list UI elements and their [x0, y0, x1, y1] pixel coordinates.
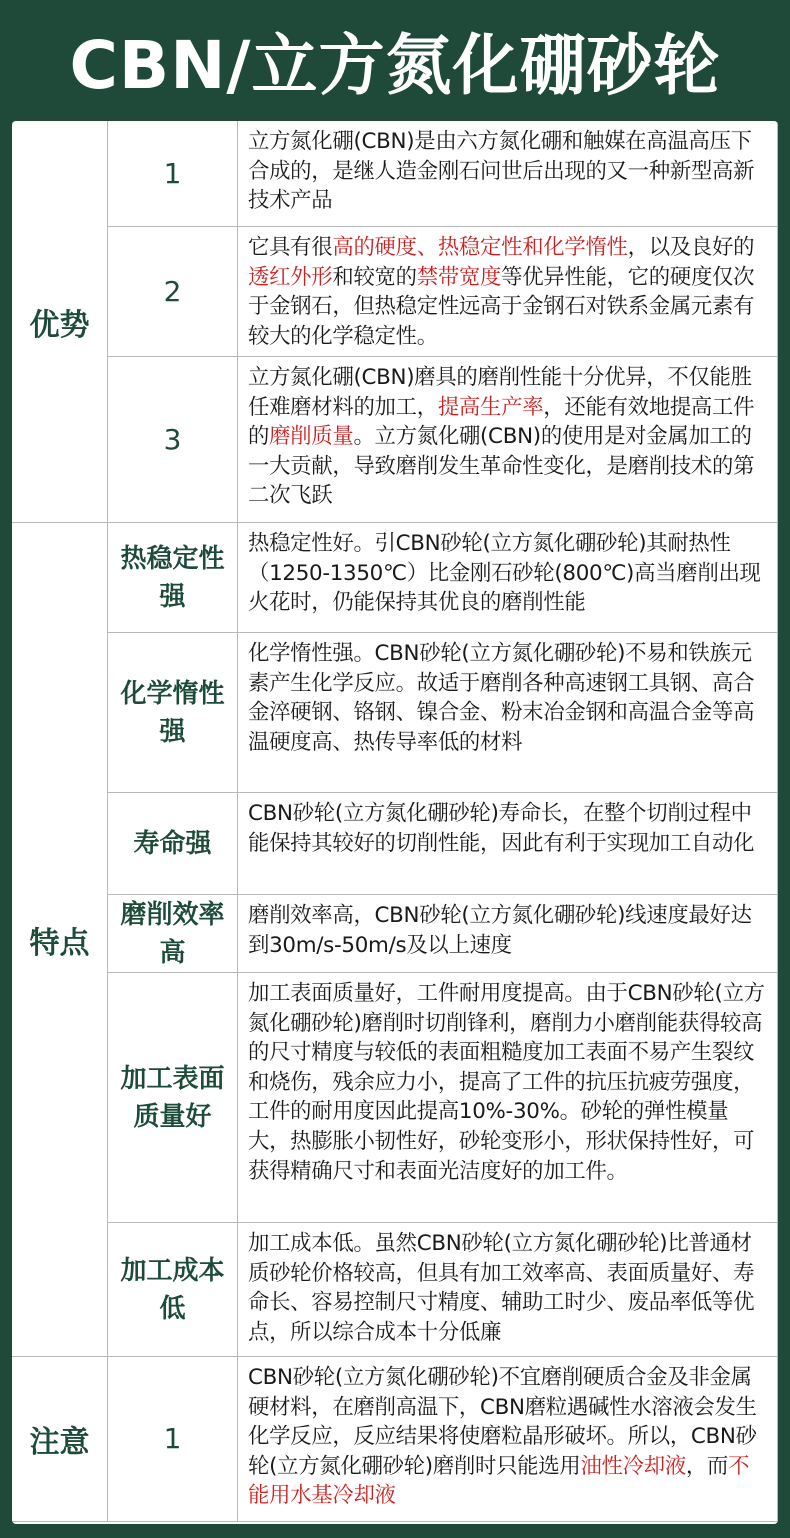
properties-table: [12, 121, 778, 1524]
page-title: CBN/立方氮化硼砂轮: [69, 26, 721, 104]
row-label: 1: [108, 1357, 238, 1522]
category-cell: 注意: [12, 1357, 108, 1522]
row-label: [108, 1223, 238, 1357]
body-text: 等优异性能，它的硬度仅次于金钢石，但热稳定性远高于金钢石对铁系金属元素有较大的化学稳定性。: [248, 264, 755, 349]
category-cell: 特点: [12, 523, 108, 1357]
highlight-text: 提高生产率: [437, 394, 544, 420]
row-label-text: 热稳定性 强: [120, 543, 225, 612]
body-text: ，而: [685, 1453, 729, 1479]
row-label-text: 磨削效率 高: [120, 899, 225, 968]
body-text: CBN砂轮(立方氮化硼砂轮)不宜磨削硬质合金及非金属硬材料，在磨削高温下，CBN磨粒遇碱性水溶液会发生化学反应，反应结果将使磨粒晶形破坏。所以，CBN砂轮(立方氮化硼砂轮)磨削时只能选用: [248, 1365, 757, 1479]
row-label: [108, 973, 238, 1223]
highlight-text: 油性冷却液: [580, 1453, 686, 1479]
row-description: [238, 973, 778, 1223]
body-text: 化学惰性强。CBN砂轮(立方氮化硼砂轮)不易和铁族元素产生化学反应。故适于磨削各种高速钢工具钢、高合金淬硬钢、铬钢、镍合金、粉末冶金钢和高温合金等高温硬度高、热传导率低的材料: [248, 641, 755, 755]
body-text: 加工成本低。虽然CBN砂轮(立方氮化硼砂轮)比普通材质砂轮价格较高，但具有加工效率高、表面质量好、寿命长、容易控制尺寸精度、辅助工时少、废品率低等优点，所以综合成本十分低廉: [248, 1231, 755, 1345]
row-description: [238, 357, 778, 523]
body-text: 加工表面质量好，工件耐用度提高。由于CBN砂轮(立方氮化硼砂轮)磨削时切削锋利，磨削力小磨削能获得较高的尺寸精度与较低的表面粗糙度加工表面不易产生裂纹和烧伤，残余应力小，提高了工件的抗压抗疲劳强度，工件的耐用度因此提高10%-30%。砂轮的弹性模量大，热膨胀小韧性好，砂轮变形小，形状保持性好，可获得精确尺寸和表面光洁度好的加工件。: [248, 981, 765, 1184]
body-text: 立方氮化硼(CBN)磨具的磨削性能十分优异，不仅能胜任难磨材料的加工，: [248, 365, 752, 420]
row-description: [238, 633, 778, 793]
row-label-text: 加工成本 低: [120, 1255, 225, 1324]
row-description: [238, 227, 778, 357]
body-text: 它具有很: [248, 235, 333, 260]
row-description: [238, 1223, 778, 1357]
row-label-text: 加工表面 质量好: [120, 1063, 225, 1132]
row-label: 2: [108, 227, 238, 357]
body-text: 磨削效率高，CBN砂轮(立方氮化硼砂轮)线速度最好达到30m/s-50m/s及以上速度: [248, 903, 752, 958]
row-label: 寿命强: [108, 793, 238, 895]
highlight-text: 透红外形: [248, 264, 333, 290]
row-label: 1: [108, 121, 238, 227]
row-label: 3: [108, 357, 238, 523]
body-text: 。立方氮化硼(CBN)的使用是对金属加工的一大贡献，导致磨削发生革命性变化，是磨削技术的第二次飞跃: [248, 424, 755, 509]
row-description: [238, 121, 778, 227]
category-cell: 优势: [12, 121, 108, 523]
row-description: [238, 523, 778, 633]
highlight-text: 磨削质量: [269, 424, 354, 450]
row-description: [238, 793, 778, 895]
row-label: [108, 523, 238, 633]
highlight-text: 不能用水基冷却液: [248, 1453, 750, 1509]
row-label: [108, 895, 238, 973]
row-description: [238, 1357, 778, 1522]
highlight-text: 高的硬度、热稳定性和化学惰性: [332, 235, 628, 260]
body-text: ，还能有效地提高工件的: [248, 394, 755, 450]
body-text: 和较宽的: [332, 264, 417, 290]
body-text: ，以及良好的: [627, 235, 755, 260]
row-label: [108, 633, 238, 793]
body-text: 立方氮化硼(CBN)是由六方氮化硼和触媒在高温高压下合成的，是继人造金刚石问世后出现的又一种新型高新技术产品: [248, 129, 755, 214]
highlight-text: 禁带宽度: [416, 264, 502, 290]
body-text: 热稳定性好。引CBN砂轮(立方氮化硼砂轮)其耐热性（1250-1350℃）比金刚石砂轮(800℃)高当磨削出现火花时，仍能保持其优良的磨削性能: [248, 531, 761, 616]
row-description: [238, 895, 778, 973]
row-label-text: 化学惰性 强: [120, 678, 225, 747]
body-text: CBN砂轮(立方氮化硼砂轮)寿命长，在整个切削过程中能保持其较好的切削性能，因此有利于实现加工自动化: [248, 801, 755, 856]
